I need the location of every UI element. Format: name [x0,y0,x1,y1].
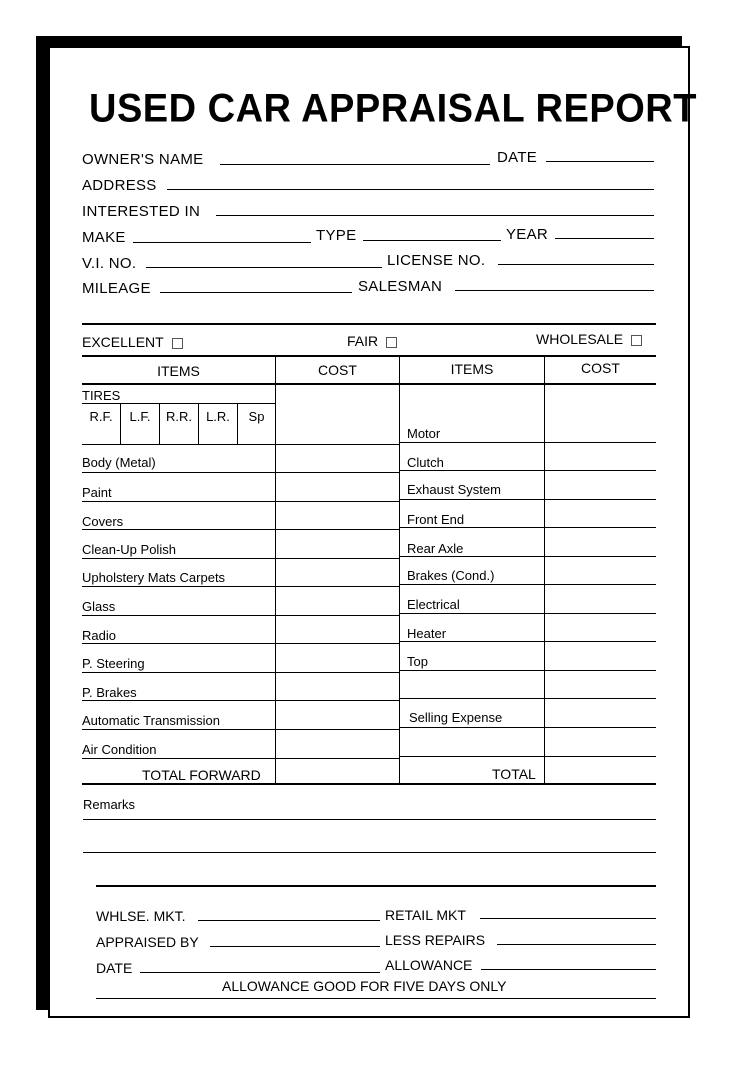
fair-checkbox[interactable] [386,337,397,348]
date-label: DATE [497,149,538,166]
table-top-rule [82,355,656,357]
item-brakes-cond: Brakes (Cond.) [407,568,495,583]
row-line [400,584,656,585]
excellent-label: EXCELLENT [82,334,164,350]
make-field[interactable] [133,242,311,243]
item-front-end: Front End [407,512,465,527]
row-line [400,527,656,528]
row-line [400,756,656,757]
less-repairs-label: LESS REPAIRS [385,932,486,948]
retail-mkt-label: RETAIL MKT [385,907,466,923]
allowance-label: ALLOWANCE [385,957,473,973]
item-automatic-transmission: Automatic Transmission [82,713,220,728]
items-header-right: ITEMS [450,361,494,377]
wholesale-label: WHOLESALE [536,331,624,347]
row-line [400,727,656,728]
col-divider-2 [399,356,400,784]
year-field[interactable] [555,238,654,239]
tire-rr: R.R. [166,409,192,424]
less-repairs-field[interactable] [497,944,656,945]
table-bottom-rule [82,783,656,785]
appraised-by-label: APPRAISED BY [96,934,199,950]
tire-lf: L.F. [129,409,151,424]
salesman-field[interactable] [455,290,654,291]
fair-label: FAIR [347,333,379,349]
items-header-left: ITEMS [157,363,200,379]
wholesale-checkbox[interactable] [631,335,642,346]
item-motor: Motor [407,426,441,441]
mileage-label: MILEAGE [82,280,151,297]
interested-in-label: INTERESTED IN [82,203,201,220]
remarks-label: Remarks [83,797,136,812]
item-radio: Radio [82,628,116,643]
date-footer-label: DATE [96,960,133,976]
row-line [400,470,656,471]
item-rear-axle: Rear Axle [407,541,464,556]
item-p-steering: P. Steering [82,656,145,671]
item-clutch: Clutch [407,455,444,470]
item-upholstery: Upholstery Mats Carpets [82,570,226,585]
vin-field[interactable] [146,267,382,268]
date-field[interactable] [546,161,654,162]
retail-mkt-field[interactable] [480,918,656,919]
make-label: MAKE [82,229,126,246]
whlse-mkt-label: WHLSE. MKT. [96,908,186,924]
license-no-label: LICENSE NO. [387,252,486,269]
salesman-label: SALESMAN [358,278,443,295]
date-footer-field[interactable] [140,972,380,973]
row-line [400,556,656,557]
type-field[interactable] [363,240,501,241]
row-line [400,442,656,443]
item-covers: Covers [82,514,124,529]
item-air-condition: Air Condition [82,742,157,757]
item-body-metal: Body (Metal) [82,455,156,470]
row-line [82,615,400,616]
item-glass: Glass [82,599,116,614]
condition-excellent[interactable] [82,334,183,350]
item-exhaust-system: Exhaust System [407,482,501,497]
row-line [82,758,400,759]
appraised-by-field[interactable] [210,946,380,947]
condition-top-rule [82,323,656,325]
row-line [82,444,400,445]
tire-divider [120,404,121,444]
tire-sp: Sp [248,409,265,424]
condition-fair[interactable] [347,333,397,349]
row-line [82,558,400,559]
item-p-brakes: P. Brakes [82,685,137,700]
remarks-line-2[interactable] [83,852,656,853]
license-no-field[interactable] [498,264,654,265]
col-divider-1 [275,356,276,784]
total-forward-label: TOTAL FORWARD [142,767,261,783]
row-line [82,586,400,587]
item-selling-expense: Selling Expense [409,710,503,725]
row-line [82,700,400,701]
tire-divider [198,404,199,444]
owners-name-field[interactable] [220,164,490,165]
row-line [400,698,656,699]
form-title: USED CAR APPRAISAL REPORT [89,86,697,132]
remarks-line-1[interactable] [83,819,656,820]
remarks-line-3[interactable] [96,885,656,887]
row-line [82,672,400,673]
mileage-field[interactable] [160,292,352,293]
item-paint: Paint [82,485,112,500]
row-line [82,643,400,644]
tire-lr: L.R. [206,409,230,424]
excellent-checkbox[interactable] [172,338,183,349]
type-label: TYPE [316,227,357,244]
table-header-rule [82,383,656,385]
row-line [400,613,656,614]
condition-wholesale[interactable] [536,331,642,347]
item-clean-up-polish: Clean-Up Polish [82,542,176,557]
tire-rf: R.F. [89,409,113,424]
whlse-mkt-field[interactable] [198,920,380,921]
cost-header-right: COST [581,360,620,376]
vin-label: V.I. NO. [82,255,137,272]
row-line [400,641,656,642]
tires-rule [82,403,275,404]
allowance-field[interactable] [481,969,656,970]
item-top: Top [407,654,428,669]
bottom-rule [96,998,656,999]
row-line [400,499,656,500]
allowance-notice: ALLOWANCE GOOD FOR FIVE DAYS ONLY [222,978,507,994]
address-label: ADDRESS [82,177,157,194]
row-line [82,729,400,730]
year-label: YEAR [506,226,549,243]
address-field[interactable] [167,189,654,190]
owners-name-label: OWNER'S NAME [82,151,204,168]
total-label: TOTAL [492,766,536,782]
col-divider-3 [544,356,545,784]
item-electrical: Electrical [407,597,460,612]
tire-divider [159,404,160,444]
row-line [82,529,400,530]
tires-label: TIRES [82,388,121,403]
interested-in-field[interactable] [216,215,654,216]
row-line [400,670,656,671]
item-heater: Heater [407,626,447,641]
row-line [82,472,400,473]
row-line [82,501,400,502]
tire-divider [237,404,238,444]
cost-header-left: COST [318,362,357,378]
